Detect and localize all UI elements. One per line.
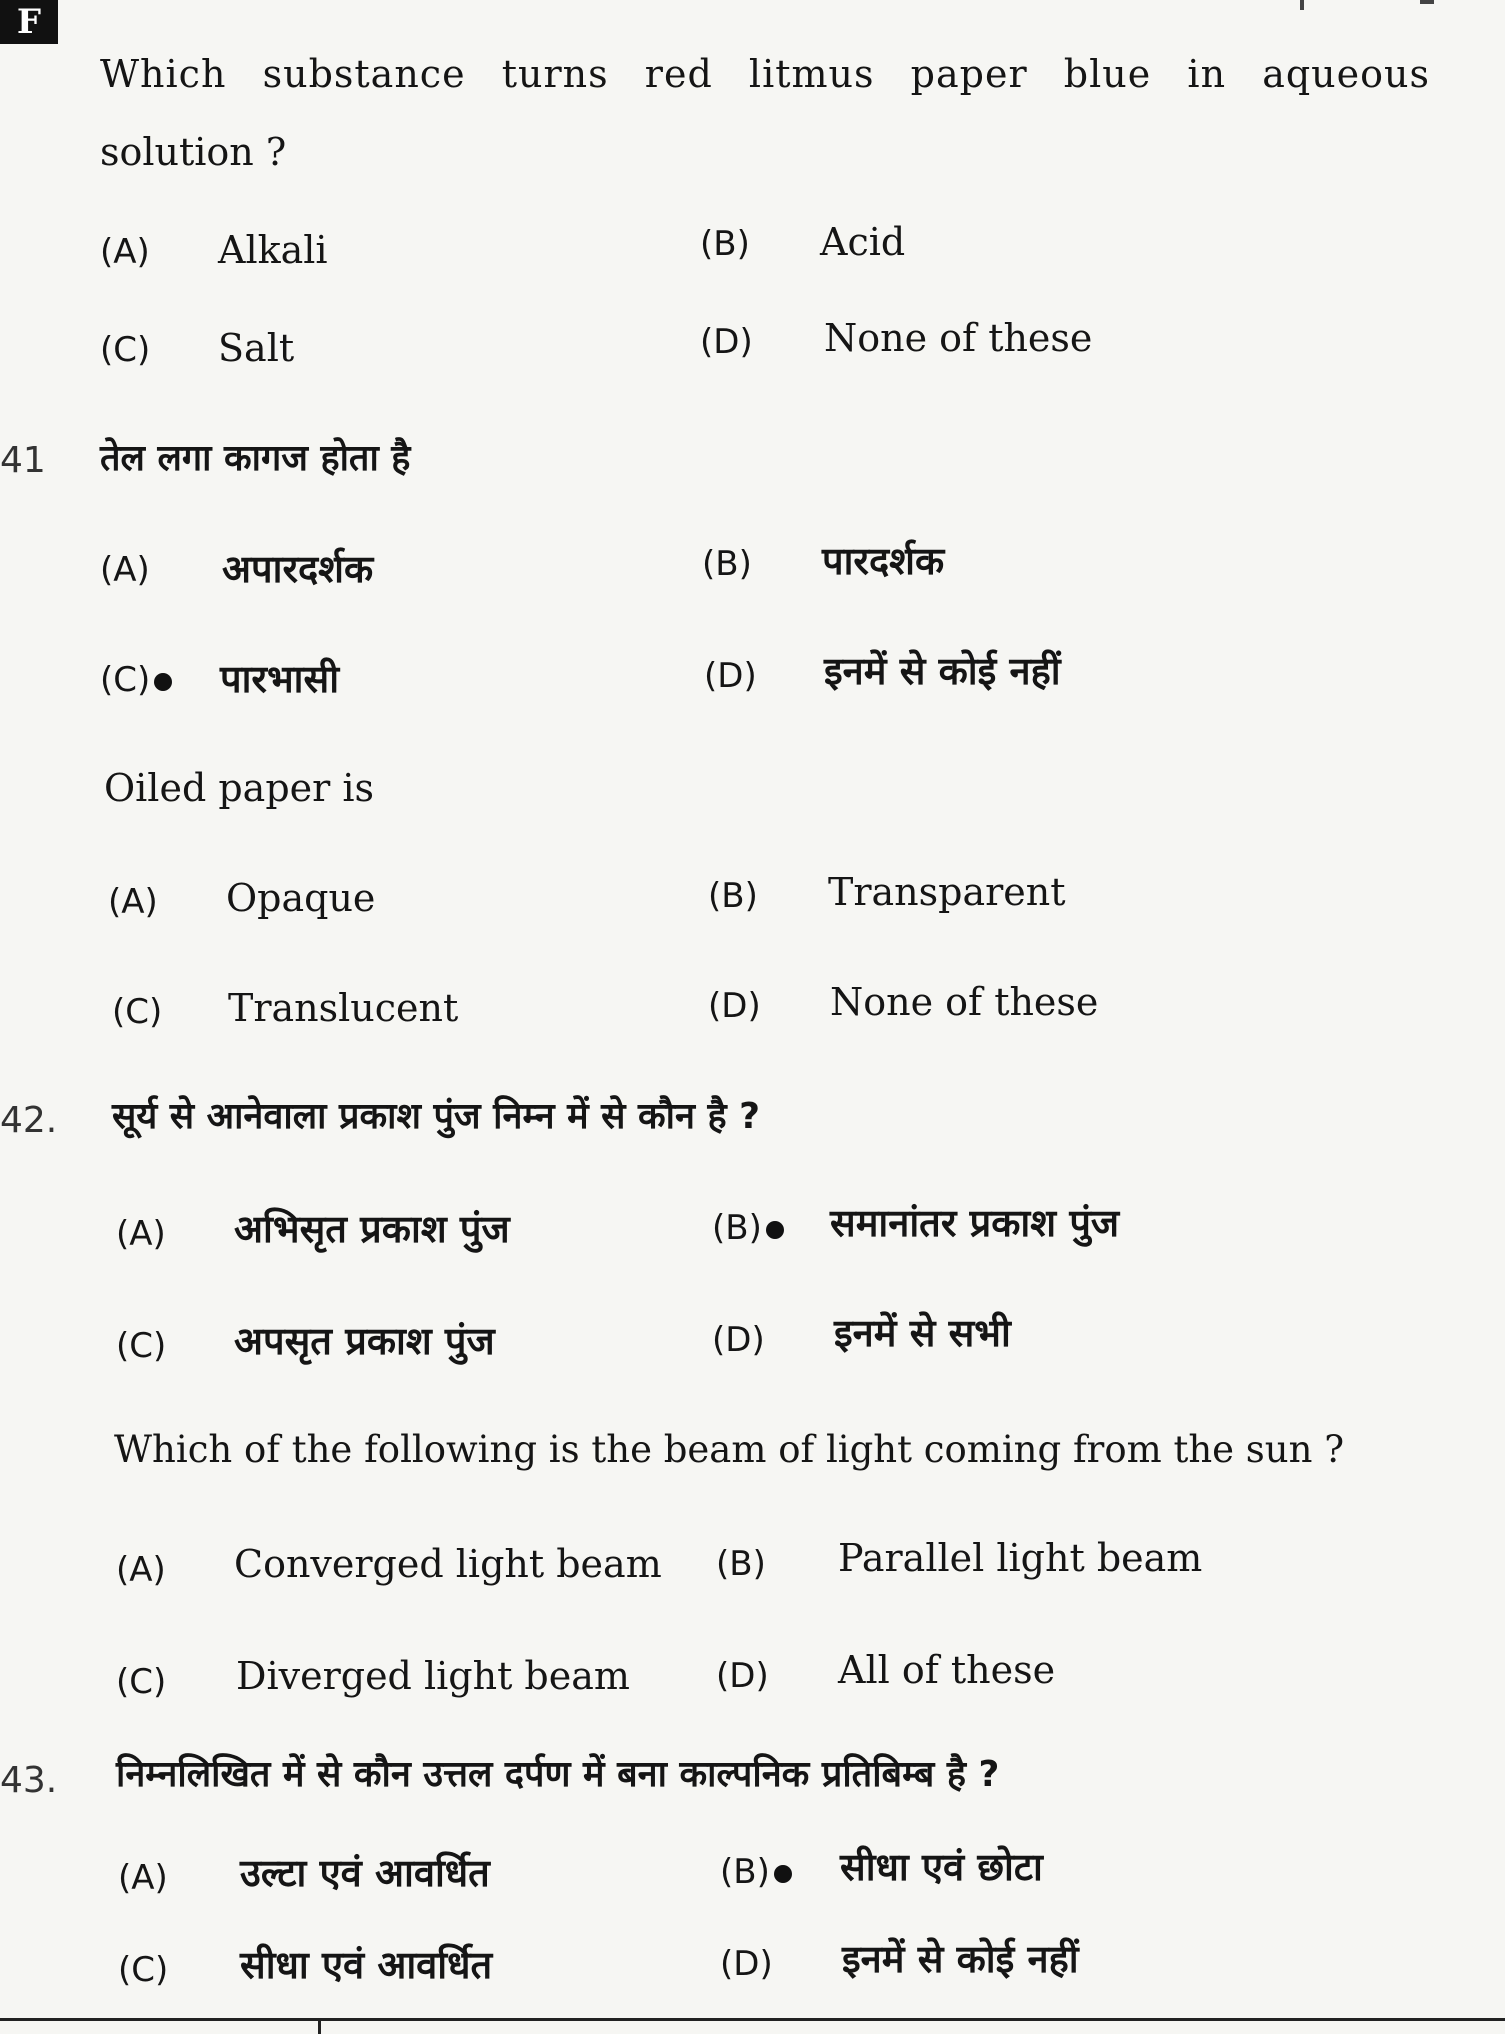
q42-en-option-a: Converged light beam [234, 1542, 662, 1586]
q43-hi-option-d-label: (D) [720, 1944, 773, 1984]
q42-en-option-d: All of these [838, 1648, 1056, 1692]
page-edge-mark [1420, 0, 1434, 4]
q41-en-option-c: Translucent [228, 986, 459, 1030]
answer-mark-icon [154, 673, 172, 691]
q43-hi-option-b: सीधा एवं छोटा [840, 1845, 1043, 1889]
q42-hi-option-b: समानांतर प्रकाश पुंज [830, 1201, 1120, 1245]
q40-option-d-label: (D) [700, 322, 753, 362]
q41-en-option-a-label: (A) [108, 882, 158, 922]
q41-en-option-b: Transparent [828, 870, 1066, 914]
q40-question-line1: Which substance turns red litmus paper blue in aqueous [100, 52, 1430, 96]
q42-hi-option-a: अभिसृत प्रकाश पुंज [234, 1207, 510, 1251]
q41-en-option-a: Opaque [226, 876, 376, 920]
q43-hi-option-b-label [720, 1852, 792, 1892]
q41-question-hindi: तेल लगा कागज होता है [100, 438, 411, 479]
q42-hi-option-a-label: (A) [116, 1214, 166, 1254]
q41-en-option-c-label: (C) [112, 992, 163, 1032]
q42-question-english: Which of the following is the beam of light coming from the sun ? [114, 1428, 1345, 1471]
q42-en-option-c: Diverged light beam [236, 1654, 630, 1698]
q41-number: 41 [0, 440, 46, 481]
q41-hi-option-c-label-text: (C) [100, 660, 151, 700]
page-badge: F [0, 0, 58, 44]
q41-hi-option-c-label [100, 660, 172, 700]
q42-en-option-b-label: (B) [716, 1544, 766, 1584]
q42-en-option-d-label: (D) [716, 1656, 769, 1696]
q43-question-hindi: निम्नलिखित में से कौन उत्तल दर्पण में बना काल्पनिक प्रतिबिम्ब है ? [116, 1754, 1000, 1795]
answer-mark-icon [774, 1865, 792, 1883]
q41-hi-option-d-label: (D) [704, 656, 757, 696]
q42-en-option-a-label: (A) [116, 1550, 166, 1590]
q40-option-d: None of these [824, 316, 1093, 360]
footer-rule [0, 2018, 1505, 2021]
q40-option-c-label: (C) [100, 330, 151, 370]
answer-mark-icon [766, 1221, 784, 1239]
q43-hi-option-d: इनमें से कोई नहीं [842, 1937, 1079, 1981]
q40-option-b-label: (B) [700, 224, 750, 264]
q41-en-option-d-label: (D) [708, 986, 761, 1026]
q40-option-c: Salt [218, 326, 295, 370]
q43-hi-option-c: सीधा एवं आवर्धित [240, 1943, 493, 1987]
q42-hi-option-c-label: (C) [116, 1326, 167, 1366]
q42-hi-option-d: इनमें से सभी [834, 1311, 1011, 1355]
q43-hi-option-c-label: (C) [118, 1950, 169, 1990]
q41-question-english: Oiled paper is [104, 766, 375, 810]
q41-hi-option-b-label: (B) [702, 544, 752, 584]
q43-number: 43. [0, 1760, 58, 1801]
q42-en-option-c-label: (C) [116, 1662, 167, 1702]
q42-en-option-b: Parallel light beam [838, 1536, 1203, 1580]
q41-en-option-d: None of these [830, 980, 1099, 1024]
q42-hi-option-b-label-text: (B) [712, 1208, 762, 1248]
q43-hi-option-b-label-text: (B) [720, 1852, 770, 1892]
q41-hi-option-d: इनमें से कोई नहीं [824, 649, 1061, 693]
q41-hi-option-b: पारदर्शक [822, 539, 945, 583]
q40-option-b: Acid [820, 220, 906, 264]
q43-hi-option-a: उल्टा एवं आवर्धित [240, 1851, 490, 1895]
q41-hi-option-a-label: (A) [100, 550, 150, 590]
q40-question-line2: solution ? [100, 130, 287, 174]
q42-hi-option-d-label: (D) [712, 1320, 765, 1360]
q42-hi-option-b-label [712, 1208, 784, 1248]
q42-question-hindi: सूर्य से आनेवाला प्रकाश पुंज निम्न में से कौन है ? [112, 1096, 761, 1137]
q40-option-a-label: (A) [100, 232, 150, 272]
q42-hi-option-c: अपसृत प्रकाश पुंज [234, 1319, 495, 1363]
q41-en-option-b-label: (B) [708, 876, 758, 916]
page-edge-mark [1300, 0, 1304, 10]
q43-hi-option-a-label: (A) [118, 1858, 168, 1898]
q42-number: 42. [0, 1100, 58, 1141]
footer-divider [318, 2018, 321, 2034]
q41-hi-option-a: अपारदर्शक [222, 547, 374, 591]
q41-hi-option-c: पारभासी [220, 657, 340, 701]
q40-option-a: Alkali [218, 228, 328, 272]
